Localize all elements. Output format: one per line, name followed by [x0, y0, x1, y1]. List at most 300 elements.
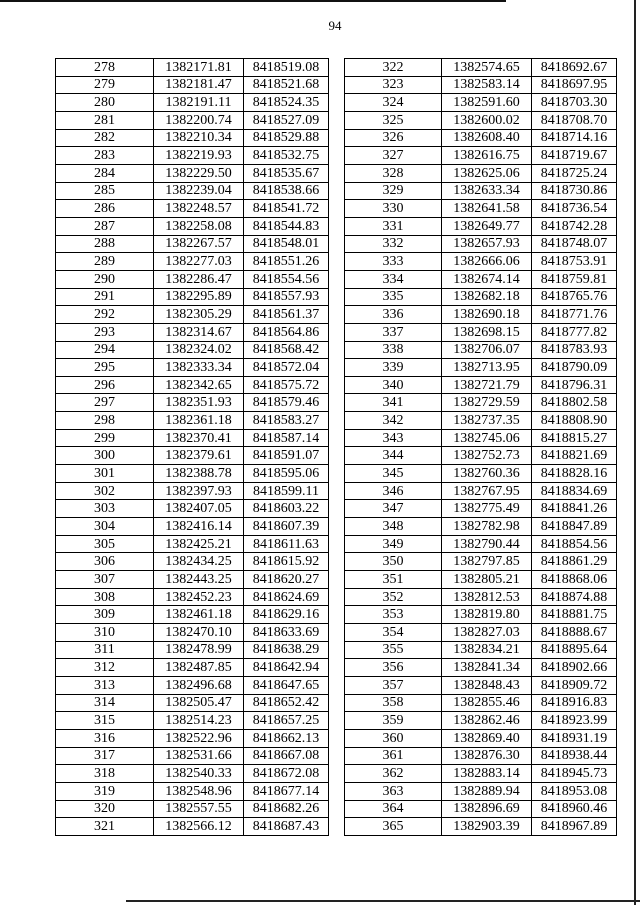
y-coordinate-cell: 8418682.26	[244, 800, 329, 818]
y-coordinate-cell: 8418923.99	[532, 712, 617, 730]
table-row	[345, 429, 617, 447]
x-coordinate-cell: 1382782.98	[442, 518, 532, 536]
y-coordinate-cell: 8418868.06	[532, 571, 617, 589]
table-row	[345, 500, 617, 518]
point-number-cell: 286	[56, 200, 154, 218]
point-number-cell: 301	[56, 465, 154, 483]
y-coordinate-cell: 8418554.56	[244, 270, 329, 288]
point-number-cell: 295	[56, 359, 154, 377]
x-coordinate-cell: 1382752.73	[442, 447, 532, 465]
point-number-cell: 280	[56, 94, 154, 112]
table-row	[345, 588, 617, 606]
x-coordinate-cell: 1382416.14	[154, 518, 244, 536]
table-row	[345, 729, 617, 747]
y-coordinate-cell: 8418647.65	[244, 676, 329, 694]
x-coordinate-cell: 1382729.59	[442, 394, 532, 412]
point-number-cell: 360	[345, 729, 442, 747]
y-coordinate-cell: 8418960.46	[532, 800, 617, 818]
y-coordinate-cell: 8418642.94	[244, 659, 329, 677]
y-coordinate-cell: 8418725.24	[532, 164, 617, 182]
x-coordinate-cell: 1382548.96	[154, 782, 244, 800]
table-row	[56, 111, 329, 129]
point-number-cell: 342	[345, 412, 442, 430]
table-row	[345, 535, 617, 553]
point-number-cell: 344	[345, 447, 442, 465]
table-row	[56, 200, 329, 218]
y-coordinate-cell: 8418633.69	[244, 624, 329, 642]
y-coordinate-cell: 8418568.42	[244, 341, 329, 359]
point-number-cell: 339	[345, 359, 442, 377]
table-row	[345, 447, 617, 465]
x-coordinate-cell: 1382591.60	[442, 94, 532, 112]
table-row	[345, 182, 617, 200]
table-row	[345, 359, 617, 377]
table-row	[56, 129, 329, 147]
point-number-cell: 316	[56, 729, 154, 747]
y-coordinate-cell: 8418524.35	[244, 94, 329, 112]
point-number-cell: 298	[56, 412, 154, 430]
table-row	[56, 323, 329, 341]
point-number-cell: 326	[345, 129, 442, 147]
table-row	[56, 394, 329, 412]
table-row	[345, 323, 617, 341]
y-coordinate-cell: 8418541.72	[244, 200, 329, 218]
point-number-cell: 288	[56, 235, 154, 253]
point-number-cell: 319	[56, 782, 154, 800]
x-coordinate-cell: 1382903.39	[442, 818, 532, 836]
point-number-cell: 299	[56, 429, 154, 447]
x-coordinate-cell: 1382370.41	[154, 429, 244, 447]
point-number-cell: 305	[56, 535, 154, 553]
x-coordinate-cell: 1382258.08	[154, 217, 244, 235]
point-number-cell: 313	[56, 676, 154, 694]
table-row	[56, 606, 329, 624]
table-row	[56, 800, 329, 818]
table-row	[345, 235, 617, 253]
point-number-cell: 364	[345, 800, 442, 818]
y-coordinate-cell: 8418815.27	[532, 429, 617, 447]
x-coordinate-cell: 1382721.79	[442, 376, 532, 394]
point-number-cell: 303	[56, 500, 154, 518]
point-number-cell: 320	[56, 800, 154, 818]
point-number-cell: 281	[56, 111, 154, 129]
y-coordinate-cell: 8418521.68	[244, 76, 329, 94]
x-coordinate-cell: 1382625.06	[442, 164, 532, 182]
point-number-cell: 279	[56, 76, 154, 94]
x-coordinate-cell: 1382397.93	[154, 482, 244, 500]
point-number-cell: 351	[345, 571, 442, 589]
table-row	[56, 306, 329, 324]
y-coordinate-cell: 8418967.89	[532, 818, 617, 836]
table-row	[56, 447, 329, 465]
x-coordinate-cell: 1382388.78	[154, 465, 244, 483]
point-number-cell: 292	[56, 306, 154, 324]
table-row	[345, 164, 617, 182]
point-number-cell: 361	[345, 747, 442, 765]
x-coordinate-cell: 1382210.34	[154, 129, 244, 147]
y-coordinate-cell: 8418808.90	[532, 412, 617, 430]
y-coordinate-cell: 8418687.43	[244, 818, 329, 836]
x-coordinate-cell: 1382583.14	[442, 76, 532, 94]
x-coordinate-cell: 1382461.18	[154, 606, 244, 624]
table-row	[56, 94, 329, 112]
x-coordinate-cell: 1382745.06	[442, 429, 532, 447]
table-row	[56, 429, 329, 447]
point-number-cell: 355	[345, 641, 442, 659]
table-row	[345, 641, 617, 659]
x-coordinate-cell: 1382324.02	[154, 341, 244, 359]
table-row	[56, 712, 329, 730]
point-number-cell: 331	[345, 217, 442, 235]
y-coordinate-cell: 8418931.19	[532, 729, 617, 747]
y-coordinate-cell: 8418587.14	[244, 429, 329, 447]
y-coordinate-cell: 8418599.11	[244, 482, 329, 500]
point-number-cell: 324	[345, 94, 442, 112]
x-coordinate-cell: 1382812.53	[442, 588, 532, 606]
y-coordinate-cell: 8418736.54	[532, 200, 617, 218]
y-coordinate-cell: 8418847.89	[532, 518, 617, 536]
point-number-cell: 347	[345, 500, 442, 518]
point-number-cell: 341	[345, 394, 442, 412]
table-row	[345, 571, 617, 589]
point-number-cell: 282	[56, 129, 154, 147]
x-coordinate-cell: 1382191.11	[154, 94, 244, 112]
x-coordinate-cell: 1382171.81	[154, 59, 244, 77]
x-coordinate-cell: 1382674.14	[442, 270, 532, 288]
y-coordinate-cell: 8418527.09	[244, 111, 329, 129]
x-coordinate-cell: 1382827.03	[442, 624, 532, 642]
table-row	[345, 747, 617, 765]
table-row	[345, 376, 617, 394]
table-row	[345, 288, 617, 306]
top-border-line	[0, 0, 506, 2]
table-row	[345, 800, 617, 818]
table-row	[56, 482, 329, 500]
y-coordinate-cell: 8418667.08	[244, 747, 329, 765]
y-coordinate-cell: 8418615.92	[244, 553, 329, 571]
table-row	[345, 624, 617, 642]
point-number-cell: 353	[345, 606, 442, 624]
y-coordinate-cell: 8418790.09	[532, 359, 617, 377]
x-coordinate-cell: 1382666.06	[442, 253, 532, 271]
y-coordinate-cell: 8418881.75	[532, 606, 617, 624]
point-number-cell: 335	[345, 288, 442, 306]
table-row	[56, 694, 329, 712]
table-row	[56, 588, 329, 606]
point-number-cell: 317	[56, 747, 154, 765]
table-row	[56, 624, 329, 642]
x-coordinate-cell: 1382608.40	[442, 129, 532, 147]
table-row	[56, 59, 329, 77]
y-coordinate-cell: 8418714.16	[532, 129, 617, 147]
y-coordinate-cell: 8418861.29	[532, 553, 617, 571]
x-coordinate-cell: 1382379.61	[154, 447, 244, 465]
table-row	[56, 676, 329, 694]
x-coordinate-cell: 1382434.25	[154, 553, 244, 571]
y-coordinate-cell: 8418532.75	[244, 147, 329, 165]
x-coordinate-cell: 1382267.57	[154, 235, 244, 253]
x-coordinate-cell: 1382277.03	[154, 253, 244, 271]
x-coordinate-cell: 1382862.46	[442, 712, 532, 730]
point-number-cell: 345	[345, 465, 442, 483]
y-coordinate-cell: 8418595.06	[244, 465, 329, 483]
table-row	[345, 76, 617, 94]
table-row	[56, 288, 329, 306]
x-coordinate-cell: 1382229.50	[154, 164, 244, 182]
y-coordinate-cell: 8418652.42	[244, 694, 329, 712]
point-number-cell: 328	[345, 164, 442, 182]
point-number-cell: 323	[345, 76, 442, 94]
x-coordinate-cell: 1382470.10	[154, 624, 244, 642]
point-number-cell: 290	[56, 270, 154, 288]
point-number-cell: 365	[345, 818, 442, 836]
table-row	[56, 571, 329, 589]
x-coordinate-cell: 1382737.35	[442, 412, 532, 430]
table-row	[345, 270, 617, 288]
x-coordinate-cell: 1382452.23	[154, 588, 244, 606]
table-row	[345, 765, 617, 783]
x-coordinate-cell: 1382616.75	[442, 147, 532, 165]
x-coordinate-cell: 1382574.65	[442, 59, 532, 77]
y-coordinate-cell: 8418677.14	[244, 782, 329, 800]
y-coordinate-cell: 8418620.27	[244, 571, 329, 589]
y-coordinate-cell: 8418519.08	[244, 59, 329, 77]
y-coordinate-cell: 8418672.08	[244, 765, 329, 783]
y-coordinate-cell: 8418765.76	[532, 288, 617, 306]
y-coordinate-cell: 8418854.56	[532, 535, 617, 553]
y-coordinate-cell: 8418624.69	[244, 588, 329, 606]
x-coordinate-cell: 1382641.58	[442, 200, 532, 218]
x-coordinate-cell: 1382690.18	[442, 306, 532, 324]
point-number-cell: 307	[56, 571, 154, 589]
table-row	[56, 465, 329, 483]
table-row	[56, 341, 329, 359]
point-number-cell: 352	[345, 588, 442, 606]
y-coordinate-cell: 8418730.86	[532, 182, 617, 200]
y-coordinate-cell: 8418753.91	[532, 253, 617, 271]
y-coordinate-cell: 8418703.30	[532, 94, 617, 112]
table-row	[345, 217, 617, 235]
x-coordinate-cell: 1382487.85	[154, 659, 244, 677]
table-row	[56, 182, 329, 200]
point-number-cell: 314	[56, 694, 154, 712]
y-coordinate-cell: 8418945.73	[532, 765, 617, 783]
table-row	[345, 676, 617, 694]
table-row	[345, 606, 617, 624]
x-coordinate-cell: 1382889.94	[442, 782, 532, 800]
table-row	[56, 518, 329, 536]
table-row	[56, 270, 329, 288]
point-number-cell: 310	[56, 624, 154, 642]
table-row	[56, 412, 329, 430]
x-coordinate-cell: 1382767.95	[442, 482, 532, 500]
point-number-cell: 358	[345, 694, 442, 712]
table-row	[345, 465, 617, 483]
point-number-cell: 312	[56, 659, 154, 677]
x-coordinate-cell: 1382286.47	[154, 270, 244, 288]
table-row	[56, 376, 329, 394]
x-coordinate-cell: 1382505.47	[154, 694, 244, 712]
point-number-cell: 362	[345, 765, 442, 783]
point-number-cell: 309	[56, 606, 154, 624]
table-row	[56, 164, 329, 182]
table-row	[56, 553, 329, 571]
point-number-cell: 318	[56, 765, 154, 783]
table-row	[56, 535, 329, 553]
x-coordinate-cell: 1382775.49	[442, 500, 532, 518]
y-coordinate-cell: 8418629.16	[244, 606, 329, 624]
x-coordinate-cell: 1382834.21	[442, 641, 532, 659]
x-coordinate-cell: 1382425.21	[154, 535, 244, 553]
table-row	[345, 482, 617, 500]
y-coordinate-cell: 8418748.07	[532, 235, 617, 253]
point-number-cell: 356	[345, 659, 442, 677]
point-number-cell: 284	[56, 164, 154, 182]
y-coordinate-cell: 8418796.31	[532, 376, 617, 394]
y-coordinate-cell: 8418575.72	[244, 376, 329, 394]
point-number-cell: 348	[345, 518, 442, 536]
y-coordinate-cell: 8418759.81	[532, 270, 617, 288]
y-coordinate-cell: 8418611.63	[244, 535, 329, 553]
x-coordinate-cell: 1382361.18	[154, 412, 244, 430]
x-coordinate-cell: 1382248.57	[154, 200, 244, 218]
x-coordinate-cell: 1382633.34	[442, 182, 532, 200]
x-coordinate-cell: 1382713.95	[442, 359, 532, 377]
point-number-cell: 346	[345, 482, 442, 500]
table-row	[345, 782, 617, 800]
x-coordinate-cell: 1382855.46	[442, 694, 532, 712]
y-coordinate-cell: 8418802.58	[532, 394, 617, 412]
point-number-cell: 315	[56, 712, 154, 730]
y-coordinate-cell: 8418535.67	[244, 164, 329, 182]
x-coordinate-cell: 1382342.65	[154, 376, 244, 394]
y-coordinate-cell: 8418783.93	[532, 341, 617, 359]
y-coordinate-cell: 8418909.72	[532, 676, 617, 694]
table-row	[345, 94, 617, 112]
point-number-cell: 338	[345, 341, 442, 359]
point-number-cell: 332	[345, 235, 442, 253]
table-row	[345, 412, 617, 430]
x-coordinate-cell: 1382790.44	[442, 535, 532, 553]
y-coordinate-cell: 8418888.67	[532, 624, 617, 642]
table-row	[345, 818, 617, 836]
x-coordinate-cell: 1382883.14	[442, 765, 532, 783]
point-number-cell: 296	[56, 376, 154, 394]
coordinates-table-left	[55, 58, 329, 836]
point-number-cell: 283	[56, 147, 154, 165]
x-coordinate-cell: 1382600.02	[442, 111, 532, 129]
x-coordinate-cell: 1382657.93	[442, 235, 532, 253]
table-row	[345, 712, 617, 730]
y-coordinate-cell: 8418771.76	[532, 306, 617, 324]
point-number-cell: 306	[56, 553, 154, 571]
point-number-cell: 291	[56, 288, 154, 306]
y-coordinate-cell: 8418561.37	[244, 306, 329, 324]
y-coordinate-cell: 8418708.70	[532, 111, 617, 129]
point-number-cell: 357	[345, 676, 442, 694]
x-coordinate-cell: 1382682.18	[442, 288, 532, 306]
x-coordinate-cell: 1382239.04	[154, 182, 244, 200]
x-coordinate-cell: 1382305.29	[154, 306, 244, 324]
x-coordinate-cell: 1382181.47	[154, 76, 244, 94]
point-number-cell: 334	[345, 270, 442, 288]
table-row	[56, 765, 329, 783]
x-coordinate-cell: 1382496.68	[154, 676, 244, 694]
x-coordinate-cell: 1382478.99	[154, 641, 244, 659]
y-coordinate-cell: 8418529.88	[244, 129, 329, 147]
y-coordinate-cell: 8418953.08	[532, 782, 617, 800]
y-coordinate-cell: 8418902.66	[532, 659, 617, 677]
point-number-cell: 289	[56, 253, 154, 271]
point-number-cell: 354	[345, 624, 442, 642]
x-coordinate-cell: 1382531.66	[154, 747, 244, 765]
x-coordinate-cell: 1382557.55	[154, 800, 244, 818]
point-number-cell: 300	[56, 447, 154, 465]
table-row	[345, 306, 617, 324]
y-coordinate-cell: 8418938.44	[532, 747, 617, 765]
y-coordinate-cell: 8418544.83	[244, 217, 329, 235]
table-row	[345, 200, 617, 218]
point-number-cell: 340	[345, 376, 442, 394]
point-number-cell: 304	[56, 518, 154, 536]
bottom-border-line	[126, 900, 640, 902]
table-row	[56, 253, 329, 271]
point-number-cell: 308	[56, 588, 154, 606]
y-coordinate-cell: 8418548.01	[244, 235, 329, 253]
y-coordinate-cell: 8418916.83	[532, 694, 617, 712]
y-coordinate-cell: 8418657.25	[244, 712, 329, 730]
y-coordinate-cell: 8418692.67	[532, 59, 617, 77]
y-coordinate-cell: 8418777.82	[532, 323, 617, 341]
y-coordinate-cell: 8418895.64	[532, 641, 617, 659]
y-coordinate-cell: 8418603.22	[244, 500, 329, 518]
y-coordinate-cell: 8418662.13	[244, 729, 329, 747]
point-number-cell: 278	[56, 59, 154, 77]
y-coordinate-cell: 8418697.95	[532, 76, 617, 94]
point-number-cell: 311	[56, 641, 154, 659]
point-number-cell: 294	[56, 341, 154, 359]
table-row	[345, 659, 617, 677]
point-number-cell: 293	[56, 323, 154, 341]
coordinates-table-right	[344, 58, 617, 836]
x-coordinate-cell: 1382698.15	[442, 323, 532, 341]
x-coordinate-cell: 1382295.89	[154, 288, 244, 306]
x-coordinate-cell: 1382407.05	[154, 500, 244, 518]
x-coordinate-cell: 1382351.93	[154, 394, 244, 412]
table-row	[345, 129, 617, 147]
table-row	[345, 253, 617, 271]
x-coordinate-cell: 1382869.40	[442, 729, 532, 747]
x-coordinate-cell: 1382848.43	[442, 676, 532, 694]
table-row	[56, 76, 329, 94]
x-coordinate-cell: 1382797.85	[442, 553, 532, 571]
x-coordinate-cell: 1382514.23	[154, 712, 244, 730]
point-number-cell: 363	[345, 782, 442, 800]
table-row	[345, 341, 617, 359]
point-number-cell: 336	[345, 306, 442, 324]
point-number-cell: 302	[56, 482, 154, 500]
table-row	[345, 394, 617, 412]
point-number-cell: 343	[345, 429, 442, 447]
y-coordinate-cell: 8418579.46	[244, 394, 329, 412]
x-coordinate-cell: 1382896.69	[442, 800, 532, 818]
x-coordinate-cell: 1382219.93	[154, 147, 244, 165]
x-coordinate-cell: 1382649.77	[442, 217, 532, 235]
point-number-cell: 337	[345, 323, 442, 341]
table-row	[56, 235, 329, 253]
y-coordinate-cell: 8418874.88	[532, 588, 617, 606]
point-number-cell: 322	[345, 59, 442, 77]
